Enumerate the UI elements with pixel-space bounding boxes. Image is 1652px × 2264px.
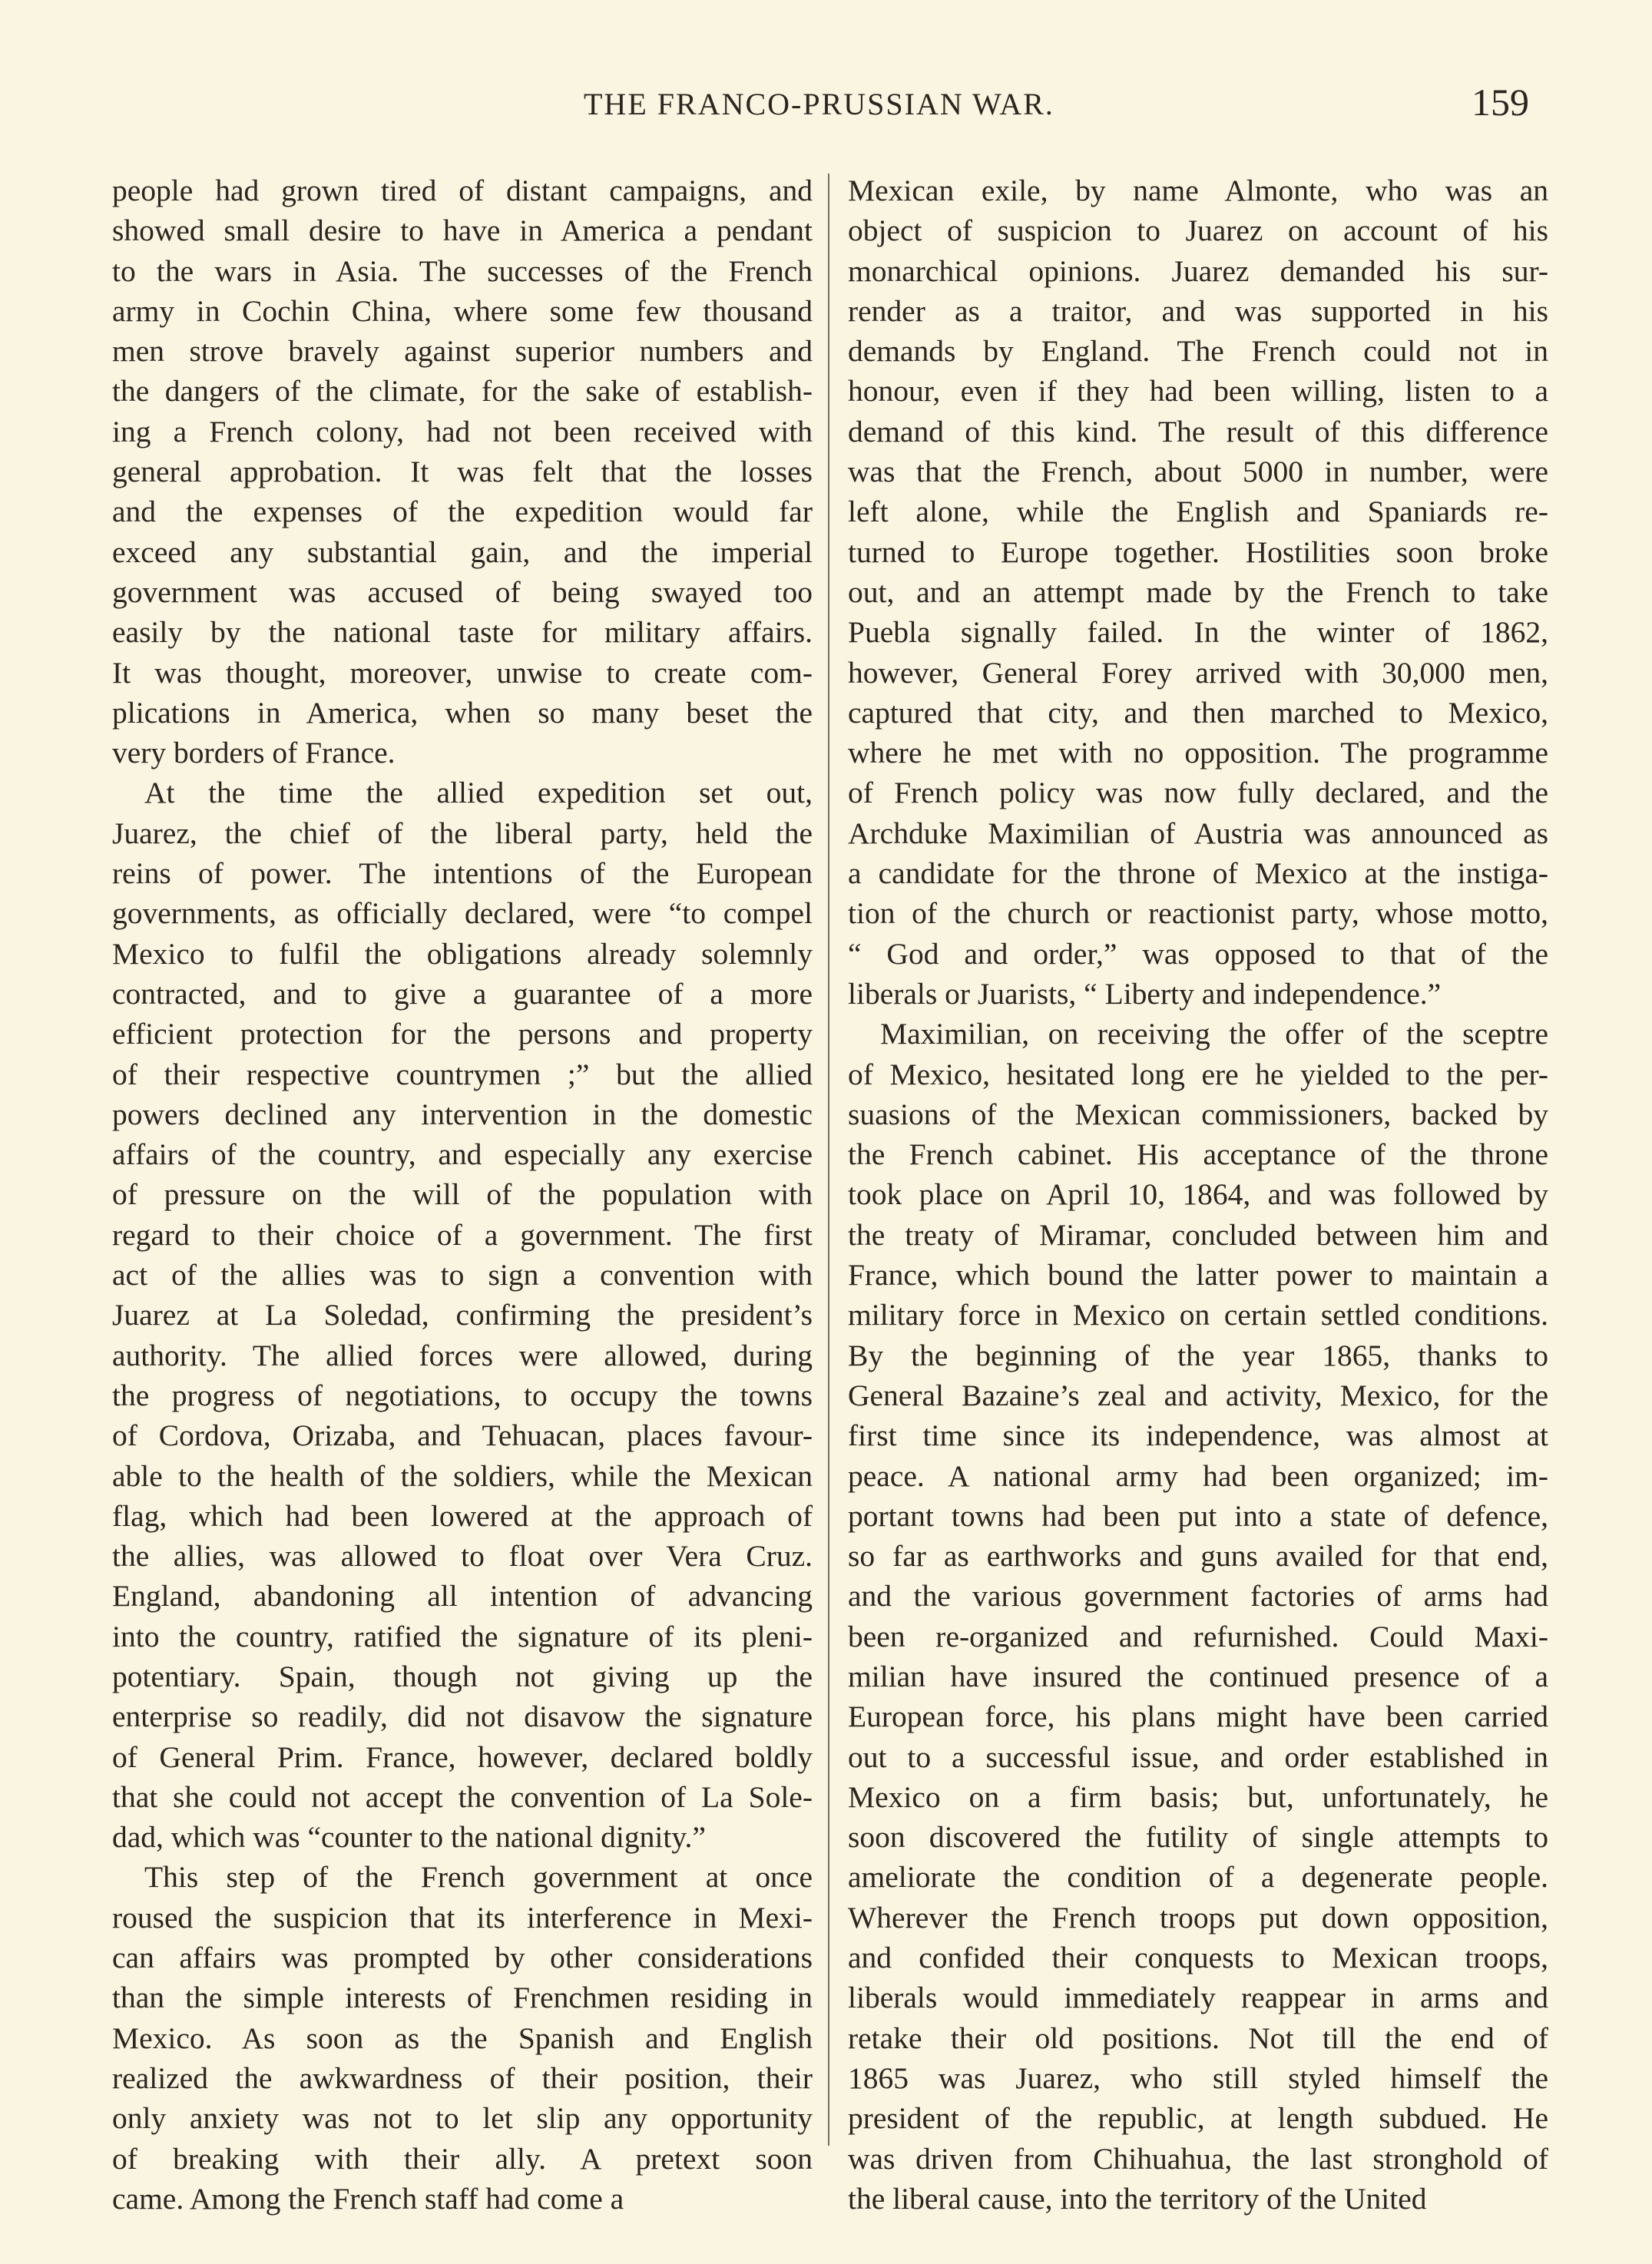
text-line: flag, which had been lowered at the approach of <box>112 1498 813 1533</box>
text-line: general approbation. It was felt that the losses <box>112 455 813 489</box>
text-line: men strove bravely against superior numbers and <box>112 334 813 369</box>
text-line: act of the allies was to sign a convention with <box>112 1258 813 1293</box>
text-line: ameliorate the condition of a degenerate people. <box>848 1860 1548 1895</box>
text-line: authority. The allied forces were allowed, during <box>112 1338 813 1372</box>
text-line: military force in Mexico on certain settled conditions. <box>848 1298 1548 1332</box>
text-line: Maximilian, on receiving the offer of the sceptre <box>880 1017 1548 1051</box>
text-line: potentiary. Spain, though not giving up the <box>112 1659 813 1693</box>
text-line: easily by the national taste for military affairs. <box>112 615 813 650</box>
text-line: England, abandoning all intention of advancing <box>112 1579 813 1614</box>
text-line: the treaty of Miramar, concluded between him and <box>848 1217 1548 1252</box>
text-line: to the wars in Asia. The successes of the French <box>112 253 813 288</box>
text-line: demands by England. The French could not in <box>848 334 1548 369</box>
page-header <box>0 81 1652 132</box>
text-line: very borders of France. <box>112 736 396 770</box>
text-line: It was thought, moreover, unwise to create com- <box>112 655 813 690</box>
text-line: Puebla signally failed. In the winter of 1862, <box>848 615 1548 650</box>
text-line: of General Prim. France, however, declared boldly <box>112 1739 813 1774</box>
text-line: plications in America, when so many beset the <box>112 695 813 730</box>
text-line: liberals would immediately reappear in arms and <box>848 1981 1548 2015</box>
text-line: the liberal cause, into the territory of the United <box>848 2181 1427 2216</box>
text-line: out, and an attempt made by the French to take <box>848 574 1548 609</box>
text-line: portant towns had been put into a state of defence, <box>848 1498 1548 1533</box>
text-line: captured that city, and then marched to Mexico, <box>848 695 1548 730</box>
text-line: than the simple interests of Frenchmen residing in <box>112 1981 813 2015</box>
text-line: Juarez, the chief of the liberal party, held the <box>112 816 813 850</box>
text-line: and the expenses of the expedition would far <box>112 495 813 529</box>
text-line: Mexico to fulfil the obligations already solemnly <box>112 936 813 971</box>
text-line: “ God and order,” was opposed to that of the <box>848 936 1548 971</box>
text-line: so far as earthworks and guns availed for that end, <box>848 1539 1548 1574</box>
text-line: affairs of the country, and especially any exercise <box>112 1137 813 1172</box>
text-line: able to the health of the soldiers, while the Mexican <box>112 1458 813 1493</box>
text-line: people had grown tired of distant campaigns, and <box>112 174 813 207</box>
text-line: a candidate for the throne of Mexico at the instiga- <box>848 856 1548 891</box>
text-line: monarchical opinions. Juarez demanded his sur- <box>848 253 1548 288</box>
text-line: only anxiety was not to let slip any opportunity <box>112 2101 813 2136</box>
text-line: took place on April 10, 1864, and was followed by <box>848 1177 1548 1212</box>
text-line: been re-organized and refurnished. Could Maxi- <box>848 1619 1548 1653</box>
text-line: government was accused of being swayed too <box>112 574 813 609</box>
text-line: tion of the church or reactionist party, whose motto, <box>848 896 1548 931</box>
text-line: of pressure on the will of the population with <box>112 1177 813 1212</box>
text-line: enterprise so readily, did not disavow the signature <box>112 1700 813 1734</box>
text-line: realized the awkwardness of their position, their <box>112 2060 813 2095</box>
text-line: This step of the French government at once <box>144 1860 813 1895</box>
text-line: efficient protection for the persons and property <box>112 1017 813 1051</box>
text-line: Wherever the French troops put down opposition, <box>848 1900 1548 1935</box>
text-line: demand of this kind. The result of this difference <box>848 414 1548 448</box>
text-line: was driven from Chihuahua, the last stronghold of <box>848 2141 1548 2176</box>
text-line: of Cordova, Orizaba, and Tehuacan, places favour- <box>112 1418 813 1453</box>
text-line: milian have insured the continued presence of a <box>848 1659 1548 1693</box>
text-line: was that the French, about 5000 in number, were <box>848 455 1548 489</box>
text-line: roused the suspicion that its interference in Mexi- <box>112 1900 813 1935</box>
text-line: France, which bound the latter power to maintain a <box>848 1258 1548 1293</box>
text-line: first time since its independence, was almost at <box>848 1418 1548 1453</box>
text-line: dad, which was “counter to the national dignity.” <box>112 1820 706 1855</box>
text-line: that she could not accept the convention of La Sole- <box>112 1779 813 1814</box>
text-line: 1865 was Juarez, who still styled himself the <box>848 2060 1548 2095</box>
text-line: General Bazaine’s zeal and activity, Mexico, for the <box>848 1378 1548 1412</box>
text-line: liberals or Juarists, “ Liberty and independence.” <box>848 976 1442 1011</box>
text-line: Mexico on a firm basis; but, unfortunately, he <box>848 1779 1548 1814</box>
text-line: turned to Europe together. Hostilities soon broke <box>848 535 1548 569</box>
text-line: of their respective countrymen ;” but the allied <box>112 1057 813 1091</box>
text-line: army in Cochin China, where some few thousand <box>112 293 813 328</box>
text-line: governments, as officially declared, were “to compel <box>112 896 813 931</box>
text-line: honour, even if they had been willing, listen to a <box>848 374 1548 409</box>
text-line: president of the republic, at length subdued. He <box>848 2101 1548 2136</box>
column-divider <box>828 174 829 2146</box>
text-line: of breaking with their ally. A pretext soon <box>112 2141 813 2176</box>
text-line: exceed any substantial gain, and the imperial <box>112 535 813 569</box>
text-line: powers declined any intervention in the domestic <box>112 1097 813 1131</box>
text-line: and the various government factories of arms had <box>848 1579 1548 1614</box>
text-line: contracted, and to give a guarantee of a more <box>112 976 813 1011</box>
text-line: into the country, ratified the signature of its pleni- <box>112 1619 813 1653</box>
text-line: Mexican exile, by name Almonte, who was an <box>848 174 1548 207</box>
text-line: Mexico. As soon as the Spanish and English <box>112 2021 813 2055</box>
text-line: render as a traitor, and was supported in his <box>848 293 1548 328</box>
text-line: peace. A national army had been organized; im- <box>848 1458 1548 1493</box>
right-column <box>848 170 1548 2219</box>
text-line: retake their old positions. Not till the end of <box>848 2021 1548 2055</box>
left-column <box>112 170 813 2219</box>
text-line: European force, his plans might have been carried <box>848 1700 1548 1734</box>
text-line: showed small desire to have in America a pendant <box>112 213 813 248</box>
text-line: object of suspicion to Juarez on account of his <box>848 213 1548 248</box>
text-line: the dangers of the climate, for the sake of establish- <box>112 374 813 409</box>
text-line: ing a French colony, had not been received with <box>112 414 813 448</box>
text-line: By the beginning of the year 1865, thanks to <box>848 1338 1548 1372</box>
text-line: can affairs was prompted by other considerations <box>112 1941 813 1975</box>
text-line: regard to their choice of a government. The first <box>112 1217 813 1252</box>
page-number: 159 <box>1472 81 1529 124</box>
running-title: THE FRANCO-PRUSSIAN WAR. <box>584 87 1054 121</box>
text-line: soon discovered the futility of single attempts to <box>848 1820 1548 1855</box>
text-line: suasions of the Mexican commissioners, backed by <box>848 1097 1548 1131</box>
text-line: of French policy was now fully declared, and the <box>848 776 1548 810</box>
text-line: where he met with no opposition. The programme <box>848 736 1548 770</box>
text-line: the allies, was allowed to float over Vera Cruz. <box>112 1539 813 1574</box>
text-line: however, General Forey arrived with 30,000 men, <box>848 655 1548 690</box>
text-line: of Mexico, hesitated long ere he yielded to the per- <box>848 1057 1548 1091</box>
text-line: and confided their conquests to Mexican troops, <box>848 1941 1548 1975</box>
text-line: the French cabinet. His acceptance of the throne <box>848 1137 1548 1172</box>
text-line: Juarez at La Soledad, confirming the president’s <box>112 1298 813 1332</box>
text-line: the progress of negotiations, to occupy the towns <box>112 1378 813 1412</box>
text-line: came. Among the French staff had come a <box>112 2181 624 2216</box>
text-line: At the time the allied expedition set out, <box>144 776 813 810</box>
text-line: reins of power. The intentions of the European <box>112 856 813 891</box>
text-line: left alone, while the English and Spaniards re- <box>848 495 1548 529</box>
text-line: out to a successful issue, and order established in <box>848 1739 1548 1774</box>
text-line: Archduke Maximilian of Austria was announced as <box>848 816 1548 850</box>
